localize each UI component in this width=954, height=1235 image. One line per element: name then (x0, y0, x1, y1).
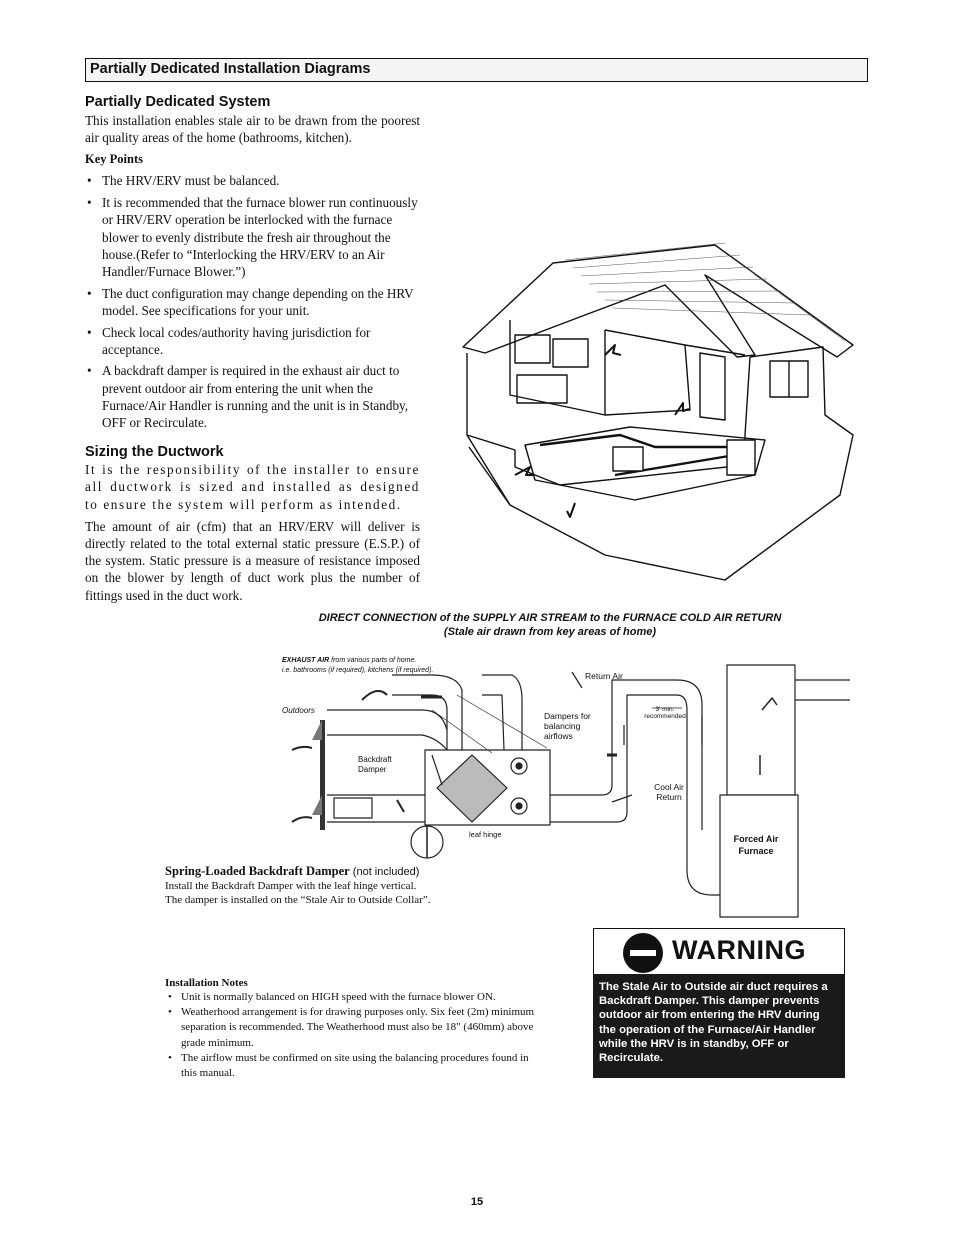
return-air-label: Return Air (585, 671, 623, 681)
dampers-label (544, 711, 591, 741)
installation-note: • Weatherhood arrangement is for drawing purposes only. Six feet (2m) minimum separation is recommended. The Weatherhood must also be 18" (460mm) above grade minimum. (165, 1005, 540, 1051)
sizing-heading: Sizing the Ductwork (85, 444, 224, 461)
backdraft-damper-line: Backdraft (358, 755, 392, 764)
damper-note-suffix: (not included) (349, 866, 420, 878)
section-title: Partially Dedicated Installation Diagrams (90, 61, 371, 77)
exhaust-air-bold: EXHAUST AIR (282, 657, 330, 664)
installation-notes-title: Installation Notes (165, 977, 248, 989)
sizing-para-2: The amount of air (cfm) that an HRV/ERV will deliver is directly related to the total external static pressure (E.S.P.) of the system. Static pressure is a measure of resistance imposed on the blower by length of duct work plus the number of fittings used in the duct work. (85, 518, 420, 603)
key-points-label: Key Points (85, 152, 143, 167)
house-cutaway-illustration (455, 235, 855, 585)
caption-line-1: DIRECT CONNECTION of the SUPPLY AIR STREAM to the FURNACE COLD AIR RETURN (318, 612, 782, 624)
cool-air-line: Cool Air (654, 782, 684, 792)
dampers-line: Dampers for (544, 711, 591, 721)
warning-title: WARNING (672, 935, 806, 965)
key-point: • The HRV/ERV must be balanced. (85, 172, 420, 189)
min-distance-line: recommended (644, 713, 686, 720)
sizing-para-1: It is the responsibility of the installer to ensure all ductwork is sized and installed as designed to ensure the system will perform as intended. (85, 462, 420, 512)
dampers-line: balancing (544, 721, 581, 731)
outdoors-label: Outdoors (282, 706, 315, 715)
cool-air-line: Return (656, 792, 682, 802)
page-number: 15 (470, 1196, 484, 1208)
caption-line-2: (Stale air drawn from key areas of home) (443, 626, 657, 638)
damper-note-title: Spring-Loaded Backdraft Damper (165, 864, 350, 878)
partially-dedicated-system (85, 94, 420, 604)
backdraft-damper-label (358, 755, 392, 775)
exhaust-air-line2: i.e. bathrooms (if required), kitchens (if required). (282, 667, 434, 674)
section-header (85, 58, 868, 82)
damper-note-line-1: Install the Backdraft Damper with the leaf hinge vertical. (165, 880, 417, 892)
damper-note-line-2: The damper is installed on the “Stale Air to Outside Collar”. (165, 894, 431, 906)
diagram-caption (270, 611, 830, 639)
furnace-line: Forced Air (733, 834, 779, 844)
warning-text: The Stale Air to Outside air duct requires a Backdraft Damper. This damper prevents outdoor air from entering the HRV during the operation of the Furnace/Air Handler while the HRV is in standby, OFF or Recirculate. (593, 974, 845, 1078)
key-points-list (85, 172, 420, 431)
key-point: • A backdraft damper is required in the exhaust air duct to prevent outdoor air from entering the unit when the Furnace/Air Handler is running and the unit is in Standby, OFF or Recirculate. (85, 362, 420, 431)
backdraft-damper-line: Damper (358, 765, 387, 774)
furnace-label (722, 833, 790, 857)
min-distance-line: 3' min. (655, 706, 675, 713)
dampers-line: airflows (544, 731, 573, 741)
installation-notes-list (165, 990, 540, 1081)
installation-note: • The airflow must be confirmed on site using the balancing procedures found in this manual. (165, 1051, 540, 1081)
warning-no-entry-icon (623, 933, 663, 973)
system-intro: This installation enables stale air to be drawn from the poorest air quality areas of the home (bathrooms, kitchen). (85, 113, 420, 146)
min-distance-label (640, 706, 690, 720)
key-point: • The duct configuration may change depending on the HRV model. See specifications for your unit. (85, 285, 420, 319)
exhaust-air-label (282, 656, 433, 676)
system-heading: Partially Dedicated System (85, 94, 271, 110)
installation-note: • Unit is normally balanced on HIGH speed with the furnace blower ON. (165, 990, 540, 1005)
key-point: • Check local codes/authority having jurisdiction for acceptance. (85, 324, 420, 358)
damper-note (165, 864, 565, 907)
leaf-hinge-label: leaf hinge (469, 830, 502, 839)
installation-notes (165, 977, 540, 1081)
key-point: • It is recommended that the furnace blower run continuously or HRV/ERV operation be interlocked with the furnace blower to evenly distribute the fresh air throughout the house.(Refer to “Interlocking the HRV/ERV to an Air Handler/Furnace Blower.”) (85, 194, 420, 280)
furnace-line: Furnace (738, 846, 774, 856)
exhaust-air-rest: from various parts of home. (329, 657, 417, 664)
cool-air-return-label (645, 782, 693, 802)
